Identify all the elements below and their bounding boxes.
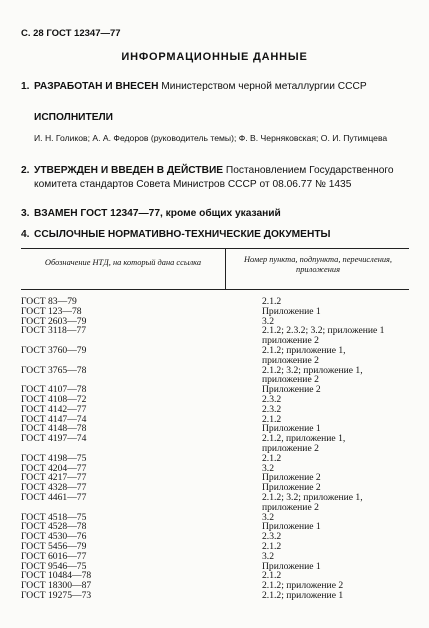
gost-designation: ГОСТ 4107—78 (21, 384, 87, 396)
point-reference: 2.1.2 (262, 296, 282, 307)
table-row (21, 493, 409, 513)
gost-designation: ГОСТ 83—79 (21, 296, 77, 307)
gost-designation: ГОСТ 4147—74 (21, 413, 87, 425)
column-divider (225, 249, 226, 289)
gost-designation: ГОСТ 4108—72 (21, 393, 87, 405)
point-reference: Приложение 1 (262, 305, 321, 317)
point-reference: 2.3.2 (262, 393, 282, 405)
column-header-points: Номер пункта, подпункта, перечисления, приложения (243, 255, 393, 274)
item-number: 1. (21, 81, 30, 92)
point-reference: 3.2 (262, 462, 274, 474)
item-executors-list: И. Н. Голиков; А. А. Федоров (руководитель темы); Ф. В. Черняковская; О. И. Путимцева (34, 133, 388, 143)
point-reference: Приложение 2 (262, 482, 321, 494)
point-reference: 2.1.2 (262, 413, 282, 425)
gost-designation: ГОСТ 6016—77 (21, 550, 87, 562)
table-row (21, 346, 409, 366)
gost-designation: ГОСТ 4530—76 (21, 531, 87, 543)
table-header (21, 248, 409, 290)
table-row (21, 366, 409, 386)
gost-designation: ГОСТ 3765—78 (21, 364, 87, 376)
table-row (21, 326, 409, 346)
item-4 (21, 228, 411, 242)
item-heading: ИСПОЛНИТЕЛИ (34, 112, 113, 123)
item-number: 3. (21, 208, 30, 219)
item-number: 2. (21, 165, 30, 176)
gost-designation: ГОСТ 123—78 (21, 305, 82, 317)
table-body (21, 297, 409, 601)
point-reference: 2.1.2 (262, 570, 282, 582)
gost-designation: ГОСТ 3760—79 (21, 344, 87, 356)
point-reference: 2.1.2 (262, 540, 282, 552)
section-title: ИНФОРМАЦИОННЫЕ ДАННЫЕ (121, 51, 308, 63)
item-number: 4. (21, 229, 30, 240)
point-reference: 2.1.2; 2.3.2; 3.2; приложение 1 приложение 2 (262, 325, 385, 347)
item-text: Постановлением Государственного комитета стандартов Совета Министров СССР от 08.06.77 № 1435 (34, 165, 394, 190)
gost-designation: ГОСТ 4217—77 (21, 472, 87, 484)
point-reference: 3.2 (262, 550, 274, 562)
point-reference: Приложение 2 (262, 472, 321, 484)
point-reference: Приложение 1 (262, 423, 321, 435)
point-reference: Приложение 1 (262, 560, 321, 572)
point-reference: 2.1.2; 3.2; приложение 1, приложение 2 (262, 364, 363, 386)
point-reference: 2.1.2; приложение 1, приложение 2 (262, 344, 346, 366)
gost-designation: ГОСТ 4142—77 (21, 403, 87, 415)
point-reference: 2.1.2 (262, 452, 282, 464)
point-reference: 2.1.2; 3.2; приложение 1, приложение 2 (262, 491, 363, 513)
point-reference: 2.1.2, приложение 1, приложение 2 (262, 433, 346, 454)
gost-designation: ГОСТ 5456—79 (21, 540, 87, 552)
point-reference: Приложение 1 (262, 521, 321, 533)
gost-designation: ГОСТ 4204—77 (21, 462, 87, 474)
gost-designation: ГОСТ 4198—75 (21, 452, 87, 464)
page-header: С. 28 ГОСТ 12347—77 (21, 28, 121, 39)
item-1 (21, 80, 411, 94)
gost-designation: ГОСТ 4328—77 (21, 482, 87, 494)
item-heading: ВЗАМЕН ГОСТ 12347—77, кроме общих указаний (34, 208, 281, 219)
item-executors (21, 111, 411, 125)
gost-designation: ГОСТ 4148—78 (21, 423, 87, 435)
reference-table (21, 248, 409, 601)
point-reference: 2.3.2 (262, 531, 282, 543)
gost-designation: ГОСТ 10484—78 (21, 570, 92, 582)
gost-designation: ГОСТ 4461—77 (21, 491, 87, 503)
gost-designation: ГОСТ 3118—77 (21, 325, 87, 337)
point-reference: 2.1.2; приложение 1 (262, 589, 344, 601)
table-row (21, 591, 409, 601)
item-2 (21, 164, 411, 191)
point-reference: 3.2 (262, 315, 274, 327)
gost-designation: ГОСТ 9546—75 (21, 560, 87, 572)
item-heading: РАЗРАБОТАН И ВНЕСЕН (34, 81, 159, 92)
item-3 (21, 207, 411, 221)
item-text: Министерством черной металлургии СССР (158, 81, 367, 92)
table-row (21, 434, 409, 454)
gost-designation: ГОСТ 18300—87 (21, 580, 92, 592)
gost-designation: ГОСТ 4518—75 (21, 511, 87, 523)
gost-designation: ГОСТ 4197—74 (21, 433, 87, 445)
item-heading: УТВЕРЖДЕН И ВВЕДЕН В ДЕЙСТВИЕ (34, 165, 224, 176)
item-heading: ССЫЛОЧНЫЕ НОРМАТИВНО-ТЕХНИЧЕСКИЕ ДОКУМЕНТЫ (34, 229, 331, 240)
point-reference: 2.1.2; приложение 2 (262, 580, 344, 592)
gost-designation: ГОСТ 2603—79 (21, 315, 87, 327)
point-reference: 3.2 (262, 511, 274, 523)
gost-designation: ГОСТ 4528—78 (21, 521, 87, 533)
point-reference: Приложение 2 (262, 384, 321, 396)
gost-designation: ГОСТ 19275—73 (21, 589, 92, 601)
point-reference: 2.3.2 (262, 403, 282, 415)
column-header-designation: Обозначение НТД, на который дана ссылка (44, 258, 202, 267)
